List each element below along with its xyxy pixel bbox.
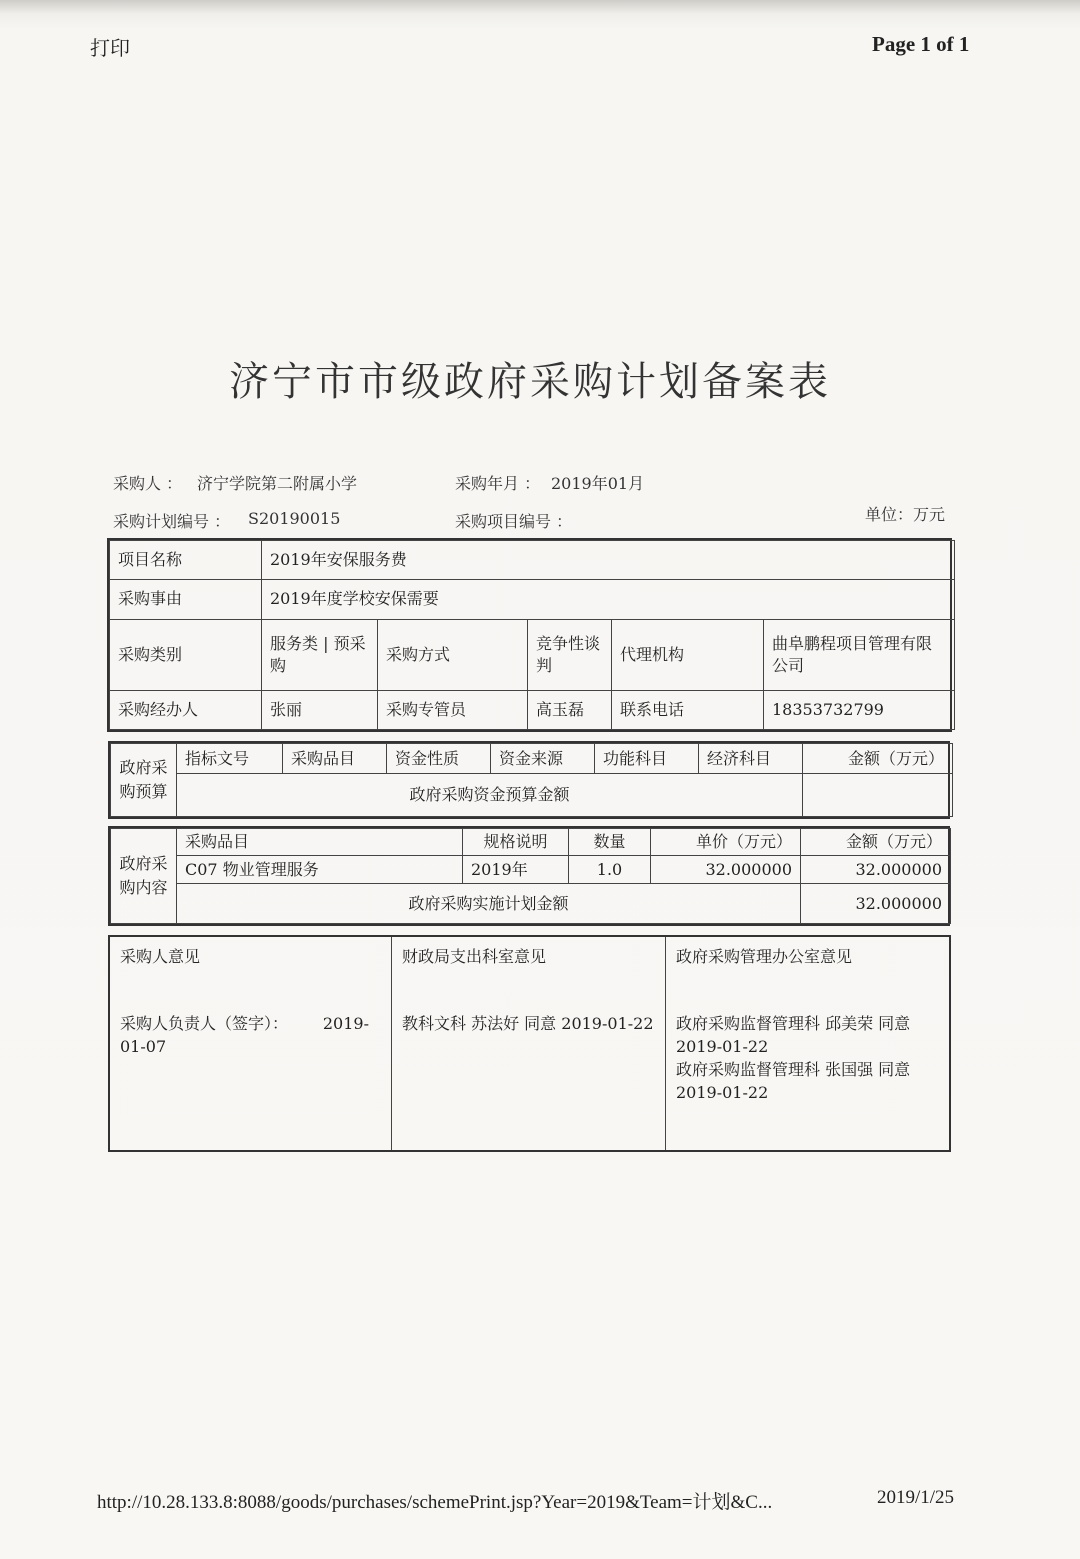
plan-number-value: S20190015 — [248, 509, 341, 528]
project-name-value: 2019年安保服务费 — [262, 541, 955, 580]
content-row-spec: 2019年 — [463, 856, 569, 884]
content-header-spec: 规格说明 — [463, 829, 569, 856]
budget-header-function: 功能科目 — [595, 744, 699, 774]
purchaser-sign-date-a: 2019- — [322, 1014, 369, 1033]
budget-header-item: 采购品目 — [283, 744, 387, 774]
finance-opinion-title: 财政局支出科室意见 — [402, 947, 547, 966]
unit-label: 单位：万元 — [865, 505, 946, 524]
purchaser-sign-label: 采购人负责人（签字）： — [120, 1014, 289, 1033]
year-month-value: 2019年01月 — [551, 474, 645, 493]
purchaser-sign-date-b: 01-07 — [120, 1037, 167, 1056]
content-total-value: 32.000000 — [801, 884, 951, 924]
method-label: 采购方式 — [378, 619, 528, 690]
reason-label: 采购事由 — [110, 580, 262, 619]
handler-value: 张丽 — [262, 690, 378, 729]
document-title: 济宁市市级政府采购计划备案表 — [229, 359, 831, 405]
content-table — [108, 826, 950, 926]
purchaser-opinion — [110, 937, 391, 1150]
purchaser-label: 采购人 ： — [113, 474, 183, 493]
page-number: Page 1 of 1 — [872, 32, 970, 56]
content-row-unit-price: 32.000000 — [651, 856, 801, 884]
phone-label: 联系电话 — [612, 690, 764, 729]
content-header-amount: 金额（万元） — [801, 829, 951, 856]
budget-header-economic: 经济科目 — [699, 744, 803, 774]
office-opinion-line-1: 政府采购监督管理科 邱美荣 同意 — [676, 1014, 911, 1033]
year-month-label: 采购年月 ： — [455, 474, 541, 493]
handler-label: 采购经办人 — [110, 690, 262, 729]
content-side-label: 政府采购内容 — [111, 829, 177, 924]
category-label: 采购类别 — [110, 619, 262, 690]
finance-opinion-text: 教科文科 苏法好 同意 2019-01-22 — [402, 1014, 654, 1033]
opinions-table — [108, 935, 951, 1152]
page-top-shadow — [0, 0, 1080, 14]
content-total-label: 政府采购实施计划金额 — [177, 884, 801, 924]
content-row-qty: 1.0 — [569, 856, 651, 884]
method-value: 竞争性谈判 — [528, 619, 612, 690]
purchaser-value: 济宁学院第二附属小学 — [197, 474, 358, 493]
officer-label: 采购专管员 — [378, 690, 528, 729]
phone-value: 18353732799 — [764, 690, 955, 729]
footer-url: http://10.28.133.8:8088/goods/purchases/schemePrint.jsp?Year=2019&Team=计划&C... — [97, 1492, 773, 1513]
content-header-item: 采购品目 — [177, 829, 463, 856]
finance-opinion — [391, 937, 665, 1150]
agency-value: 曲阜鹏程项目管理有限公司 — [764, 619, 955, 690]
category-value: 服务类 | 预采购 — [262, 619, 378, 690]
reason-value: 2019年度学校安保需要 — [262, 580, 955, 619]
budget-header-doc-no: 指标文号 — [177, 744, 283, 774]
budget-table — [108, 741, 950, 819]
office-opinion-line-2: 2019-01-22 — [676, 1037, 769, 1056]
print-label: 打印 — [90, 36, 130, 60]
table-row — [111, 856, 951, 884]
agency-label: 代理机构 — [612, 619, 764, 690]
footer-date: 2019/1/25 — [877, 1487, 955, 1508]
office-opinion-title: 政府采购管理办公室意见 — [676, 947, 853, 966]
budget-header-fund-nature: 资金性质 — [387, 744, 491, 774]
officer-value: 高玉磊 — [528, 690, 612, 729]
office-opinion-line-4: 2019-01-22 — [676, 1083, 769, 1102]
office-opinion-line-3: 政府采购监督管理科 张国强 同意 — [676, 1060, 911, 1079]
info-table — [107, 538, 952, 732]
content-row-amount: 32.000000 — [801, 856, 951, 884]
office-opinion — [665, 937, 949, 1150]
budget-side-label: 政府采购预算 — [111, 744, 177, 817]
project-name-label: 项目名称 — [110, 541, 262, 580]
purchaser-opinion-title: 采购人意见 — [120, 947, 201, 966]
content-row-item: C07 物业管理服务 — [177, 856, 463, 884]
content-header-unit-price: 单价（万元） — [651, 829, 801, 856]
budget-total-value — [803, 774, 953, 817]
content-header-qty: 数量 — [569, 829, 651, 856]
plan-number-label: 采购计划编号 ： — [113, 512, 231, 531]
budget-header-fund-source: 资金来源 — [491, 744, 595, 774]
project-number-label: 采购项目编号 ： — [455, 512, 573, 531]
budget-header-amount: 金额（万元） — [803, 744, 953, 774]
budget-total-label: 政府采购资金预算金额 — [177, 774, 803, 817]
